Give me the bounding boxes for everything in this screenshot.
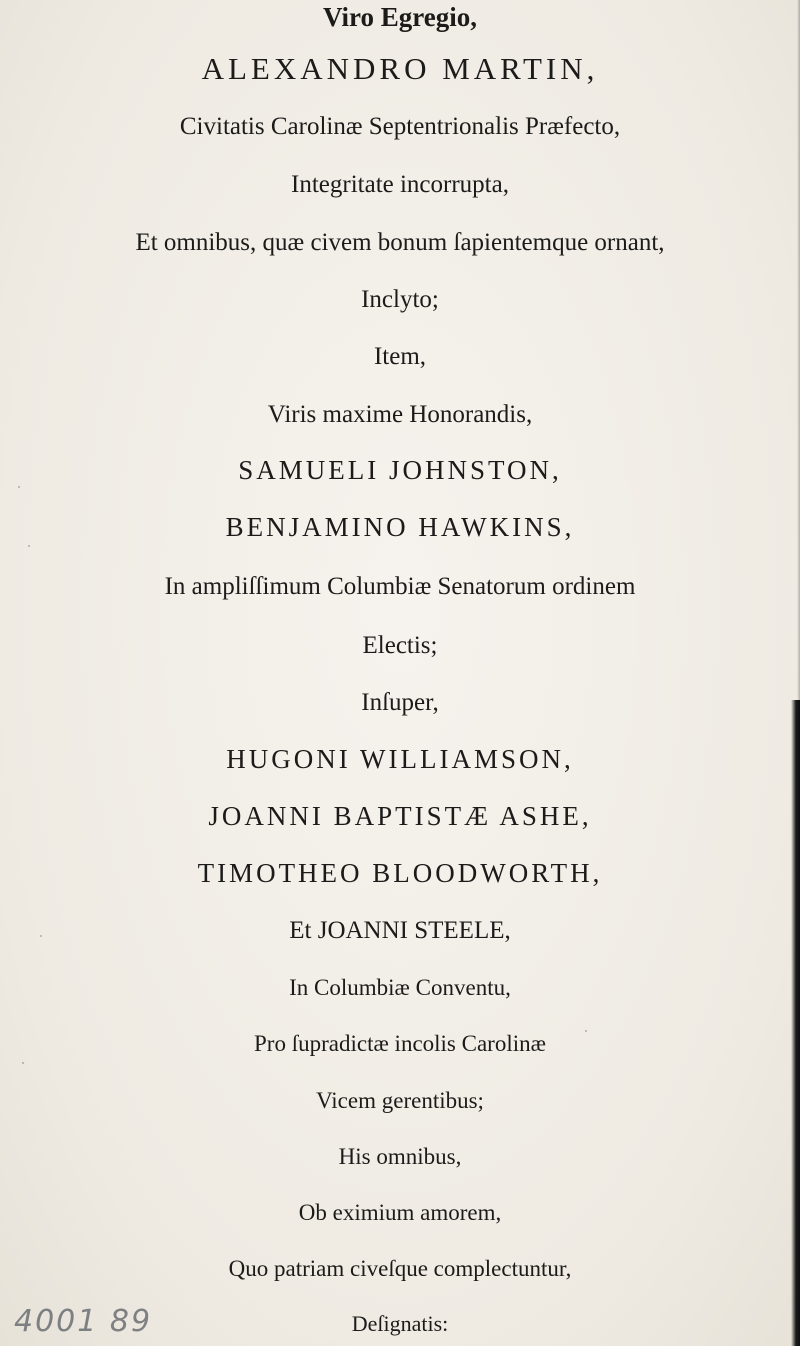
paper-speck — [28, 545, 30, 547]
paper-speck — [22, 1062, 24, 1064]
dedication-line-17: Et JOANNI STEELE, — [289, 917, 511, 944]
dedication-line-11: In ampliſſimum Columbiæ Senatorum ordinem — [164, 573, 636, 600]
dedication-line-14: HUGONI WILLIAMSON, — [226, 744, 574, 774]
dedication-line-15: JOANNI BAPTISTÆ ASHE, — [208, 801, 592, 831]
paper-speck — [585, 1030, 587, 1032]
dedication-line-6: Inclyto; — [361, 286, 439, 313]
dedication-line-8: Viris maxime Honorandis, — [267, 401, 533, 428]
dedication-line-18: In Columbiæ Conventu, — [289, 975, 511, 1000]
page-edge-binding — [791, 700, 800, 1346]
paper-speck — [18, 486, 20, 488]
dedication-line-12: Electis; — [362, 632, 438, 659]
dedication-line-5: Et omnibus, quæ civem bonum ſapientemque ornant, — [135, 229, 665, 256]
dedication-line-4: Integritate incorrupta, — [291, 171, 509, 198]
library-shelfmark: 4001 89 — [14, 1304, 153, 1339]
paper-speck — [40, 935, 42, 937]
dedication-line-10: BENJAMINO HAWKINS, — [225, 512, 575, 542]
dedication-line-24: Deſignatis: — [351, 1311, 449, 1336]
dedication-line-13: Inſuper, — [361, 689, 439, 716]
dedication-line-3: Civitatis Carolinæ Septentrionalis Præfecto, — [179, 113, 621, 140]
dedication-line-23: Quo patriam civeſque complectuntur, — [228, 1256, 572, 1281]
dedication-line-20: Vicem gerentibus; — [316, 1088, 484, 1113]
dedication-line-16: TIMOTHEO BLOODWORTH, — [197, 858, 603, 888]
dedication-line-9: SAMUELI JOHNSTON, — [238, 455, 562, 485]
dedication-line-7: Item, — [373, 343, 427, 370]
dedication-line-1: Viro Egregio, — [323, 2, 477, 32]
dedication-line-22: Ob eximium amorem, — [298, 1200, 502, 1225]
dedication-line-19: Pro ſupradictæ incolis Carolinæ — [254, 1031, 546, 1056]
dedication-line-21: His omnibus, — [338, 1144, 462, 1169]
dedication-line-2: ALEXANDRO MARTIN, — [201, 51, 599, 86]
